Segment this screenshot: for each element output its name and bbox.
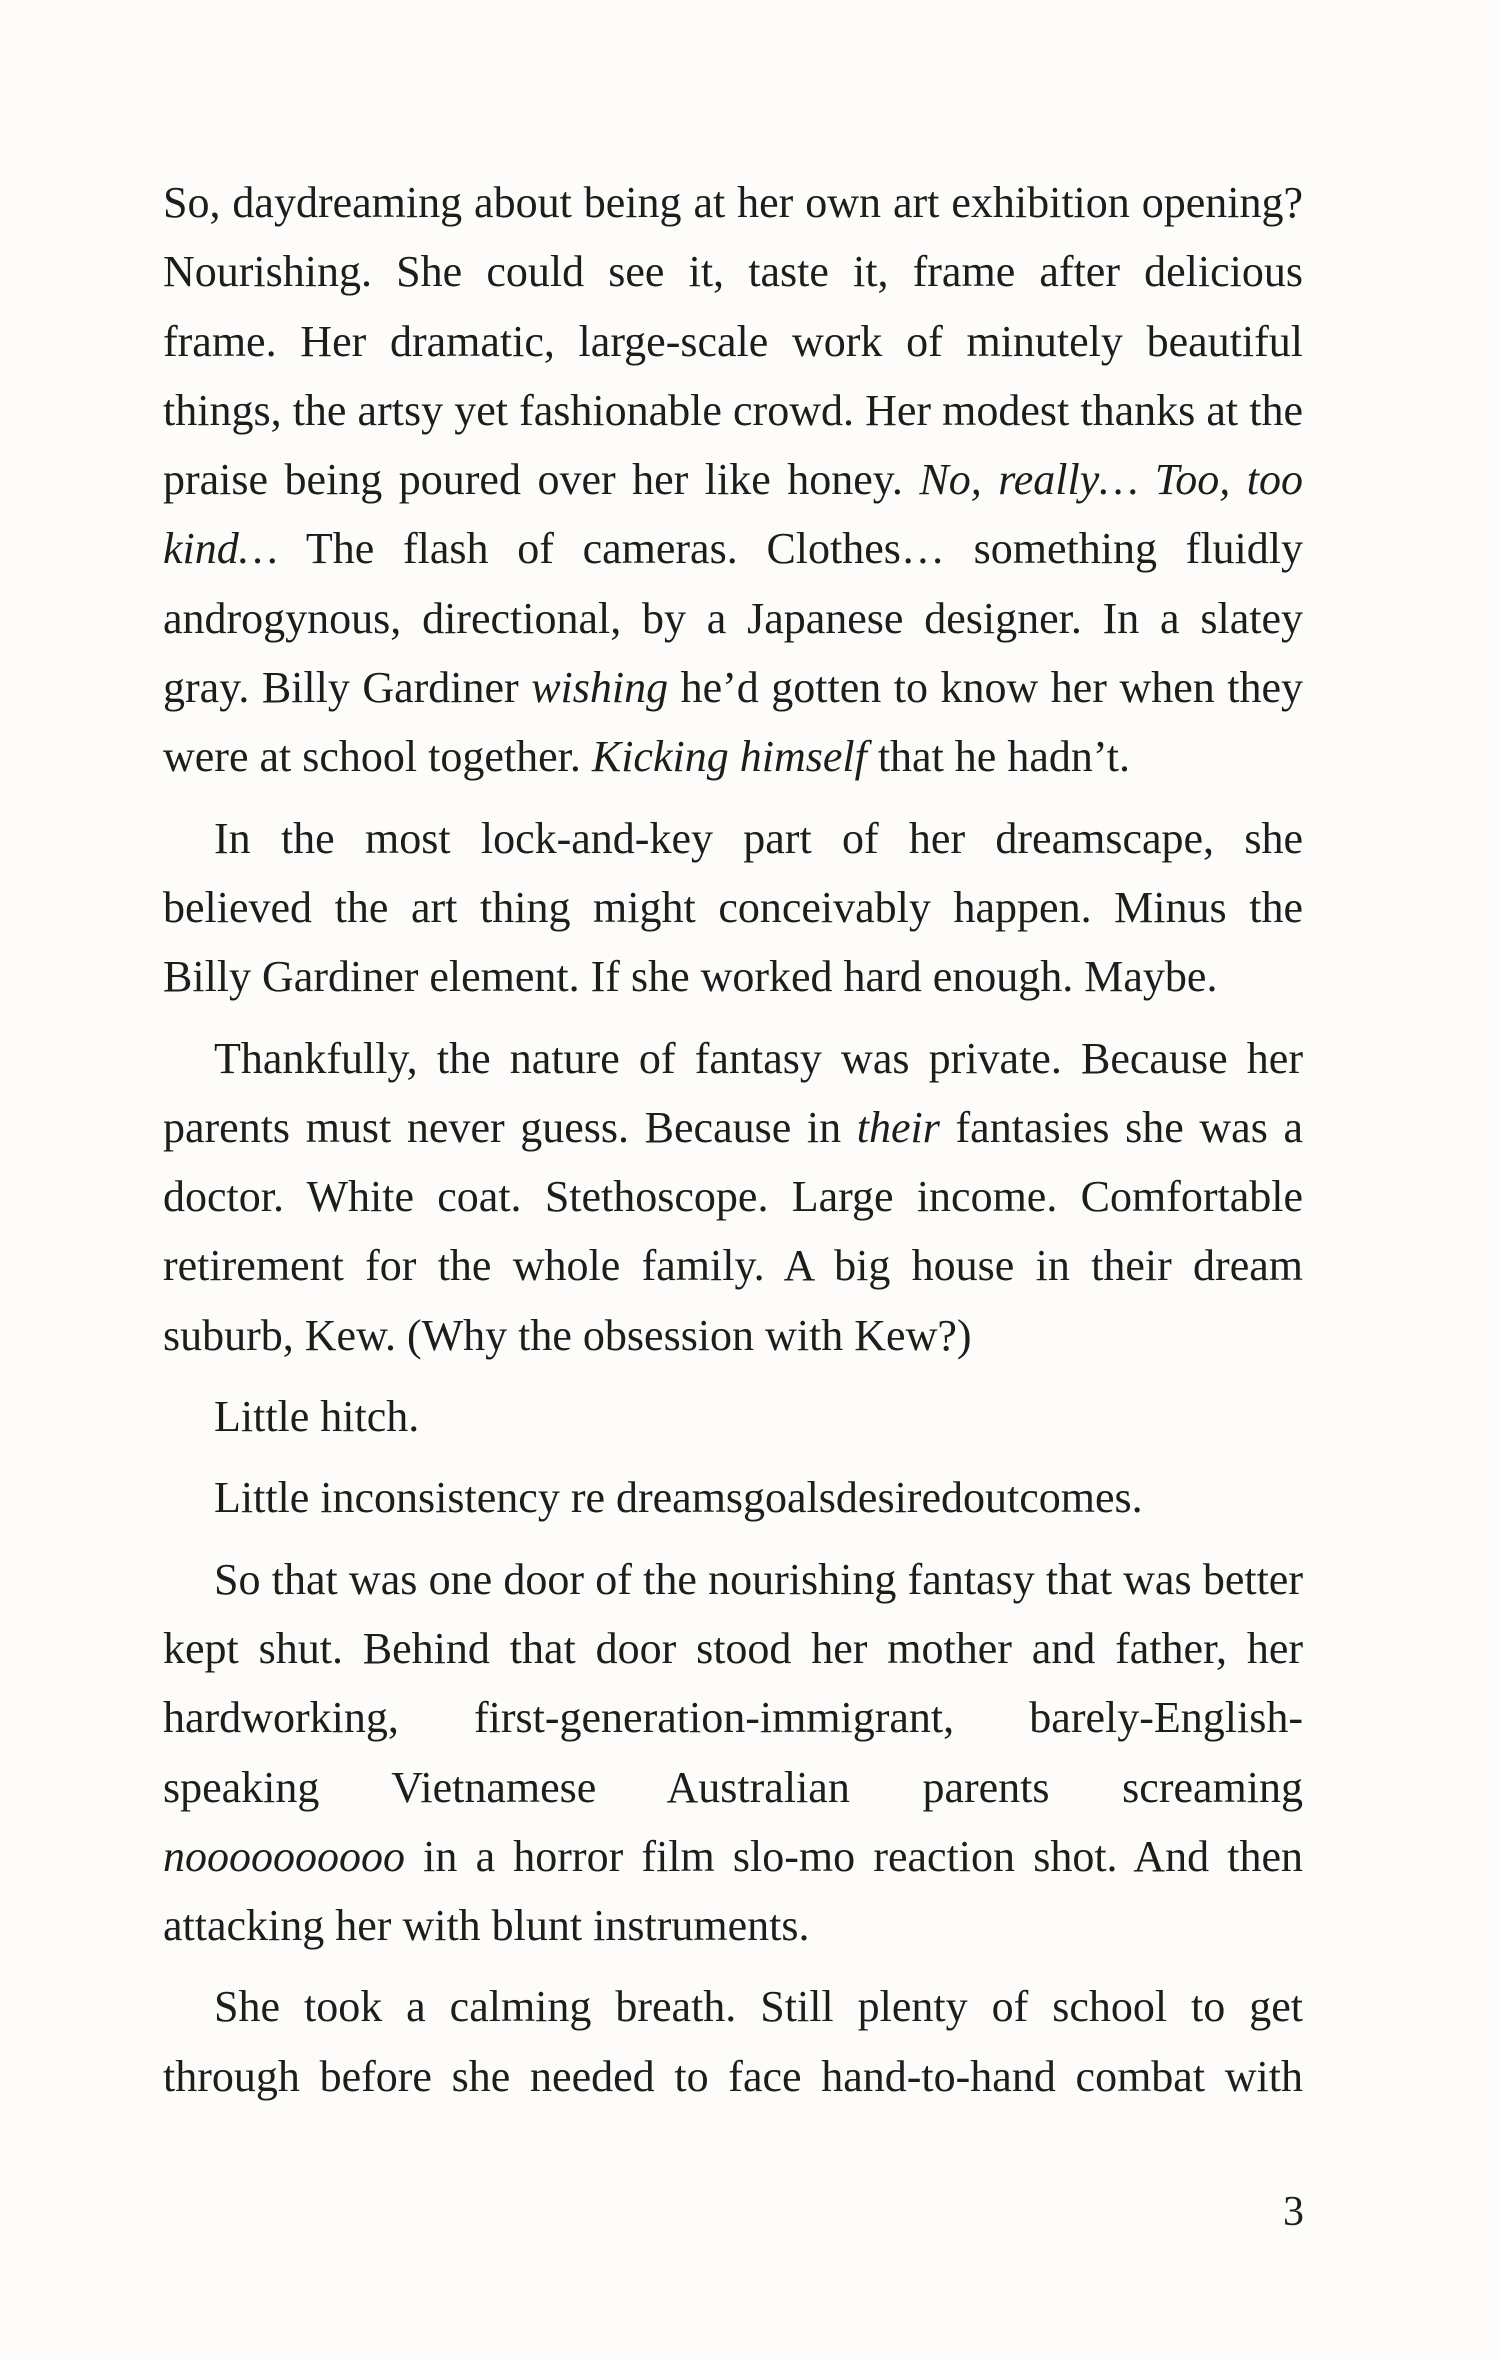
text-segment: So that was one door of the nourishing fantasy that was better kept shut. Behind that door stood her mother and father, her hardworking, first-generation-immigrant, barely-English-speaking Vietnamese Australian parents screaming [163,1554,1303,1812]
text-segment: The flash of cameras. Clothes… something fluidly androgynous, directional, by a Japanese designer. In a slatey gray. Billy Gardiner [163,524,1303,713]
text-segment: She took a calming breath. Still plenty of school to get through before she needed to face hand-to-hand combat with [163,1982,1303,2101]
text-segment: Little inconsistency re dreamsgoalsdesiredoutcomes. [214,1473,1143,1523]
text-segment: Little hitch. [214,1392,420,1442]
italic-segment: noooooooooo [163,1831,405,1881]
paragraph-4 [163,1382,1303,1451]
paragraph-5 [163,1463,1303,1532]
paragraph-7 [163,1972,1303,2111]
text-segment: Thankfully, the nature of fantasy was private. Because her parents must never guess. Because in [163,1033,1303,1152]
text-segment: in a horror film slo-mo reaction shot. And then attacking her with blunt instruments. [163,1831,1303,1951]
page-text-body [163,168,1303,2111]
italic-segment: No, really… Too, too kind… [163,455,1304,574]
paragraph-1 [163,168,1303,792]
text-segment: In the most lock-and-key part of her dreamscape, she believed the art thing might conceivably happen. Minus the Billy Gardiner element. If she worked hard enough. Maybe. [163,813,1303,1002]
italic-segment: Kicking himself [591,732,867,782]
paragraph-2 [163,804,1303,1012]
paragraph-6 [163,1545,1303,1961]
text-segment: that he hadn’t. [866,732,1130,782]
text-segment: fantasies she was a doctor. White coat. Stethoscope. Large income. Comfortable retirement for the whole family. A big house in their dream suburb, Kew. (Why the obsession with Kew?) [163,1102,1303,1360]
text-segment: So, daydreaming about being at her own art exhibition opening? Nourishing. She could see it, taste it, frame after delicious frame. Her dramatic, large-scale work of minutely beautiful things, the artsy yet fashionable crowd. Her modest thanks at the praise being poured over her like honey. [163,178,1303,505]
text-segment: he’d gotten to know her when they were at school together. [163,663,1303,782]
paragraph-3 [163,1024,1303,1370]
page-number: 3 [1283,2189,1304,2235]
italic-segment: wishing [531,663,669,713]
italic-segment: their [856,1102,940,1152]
